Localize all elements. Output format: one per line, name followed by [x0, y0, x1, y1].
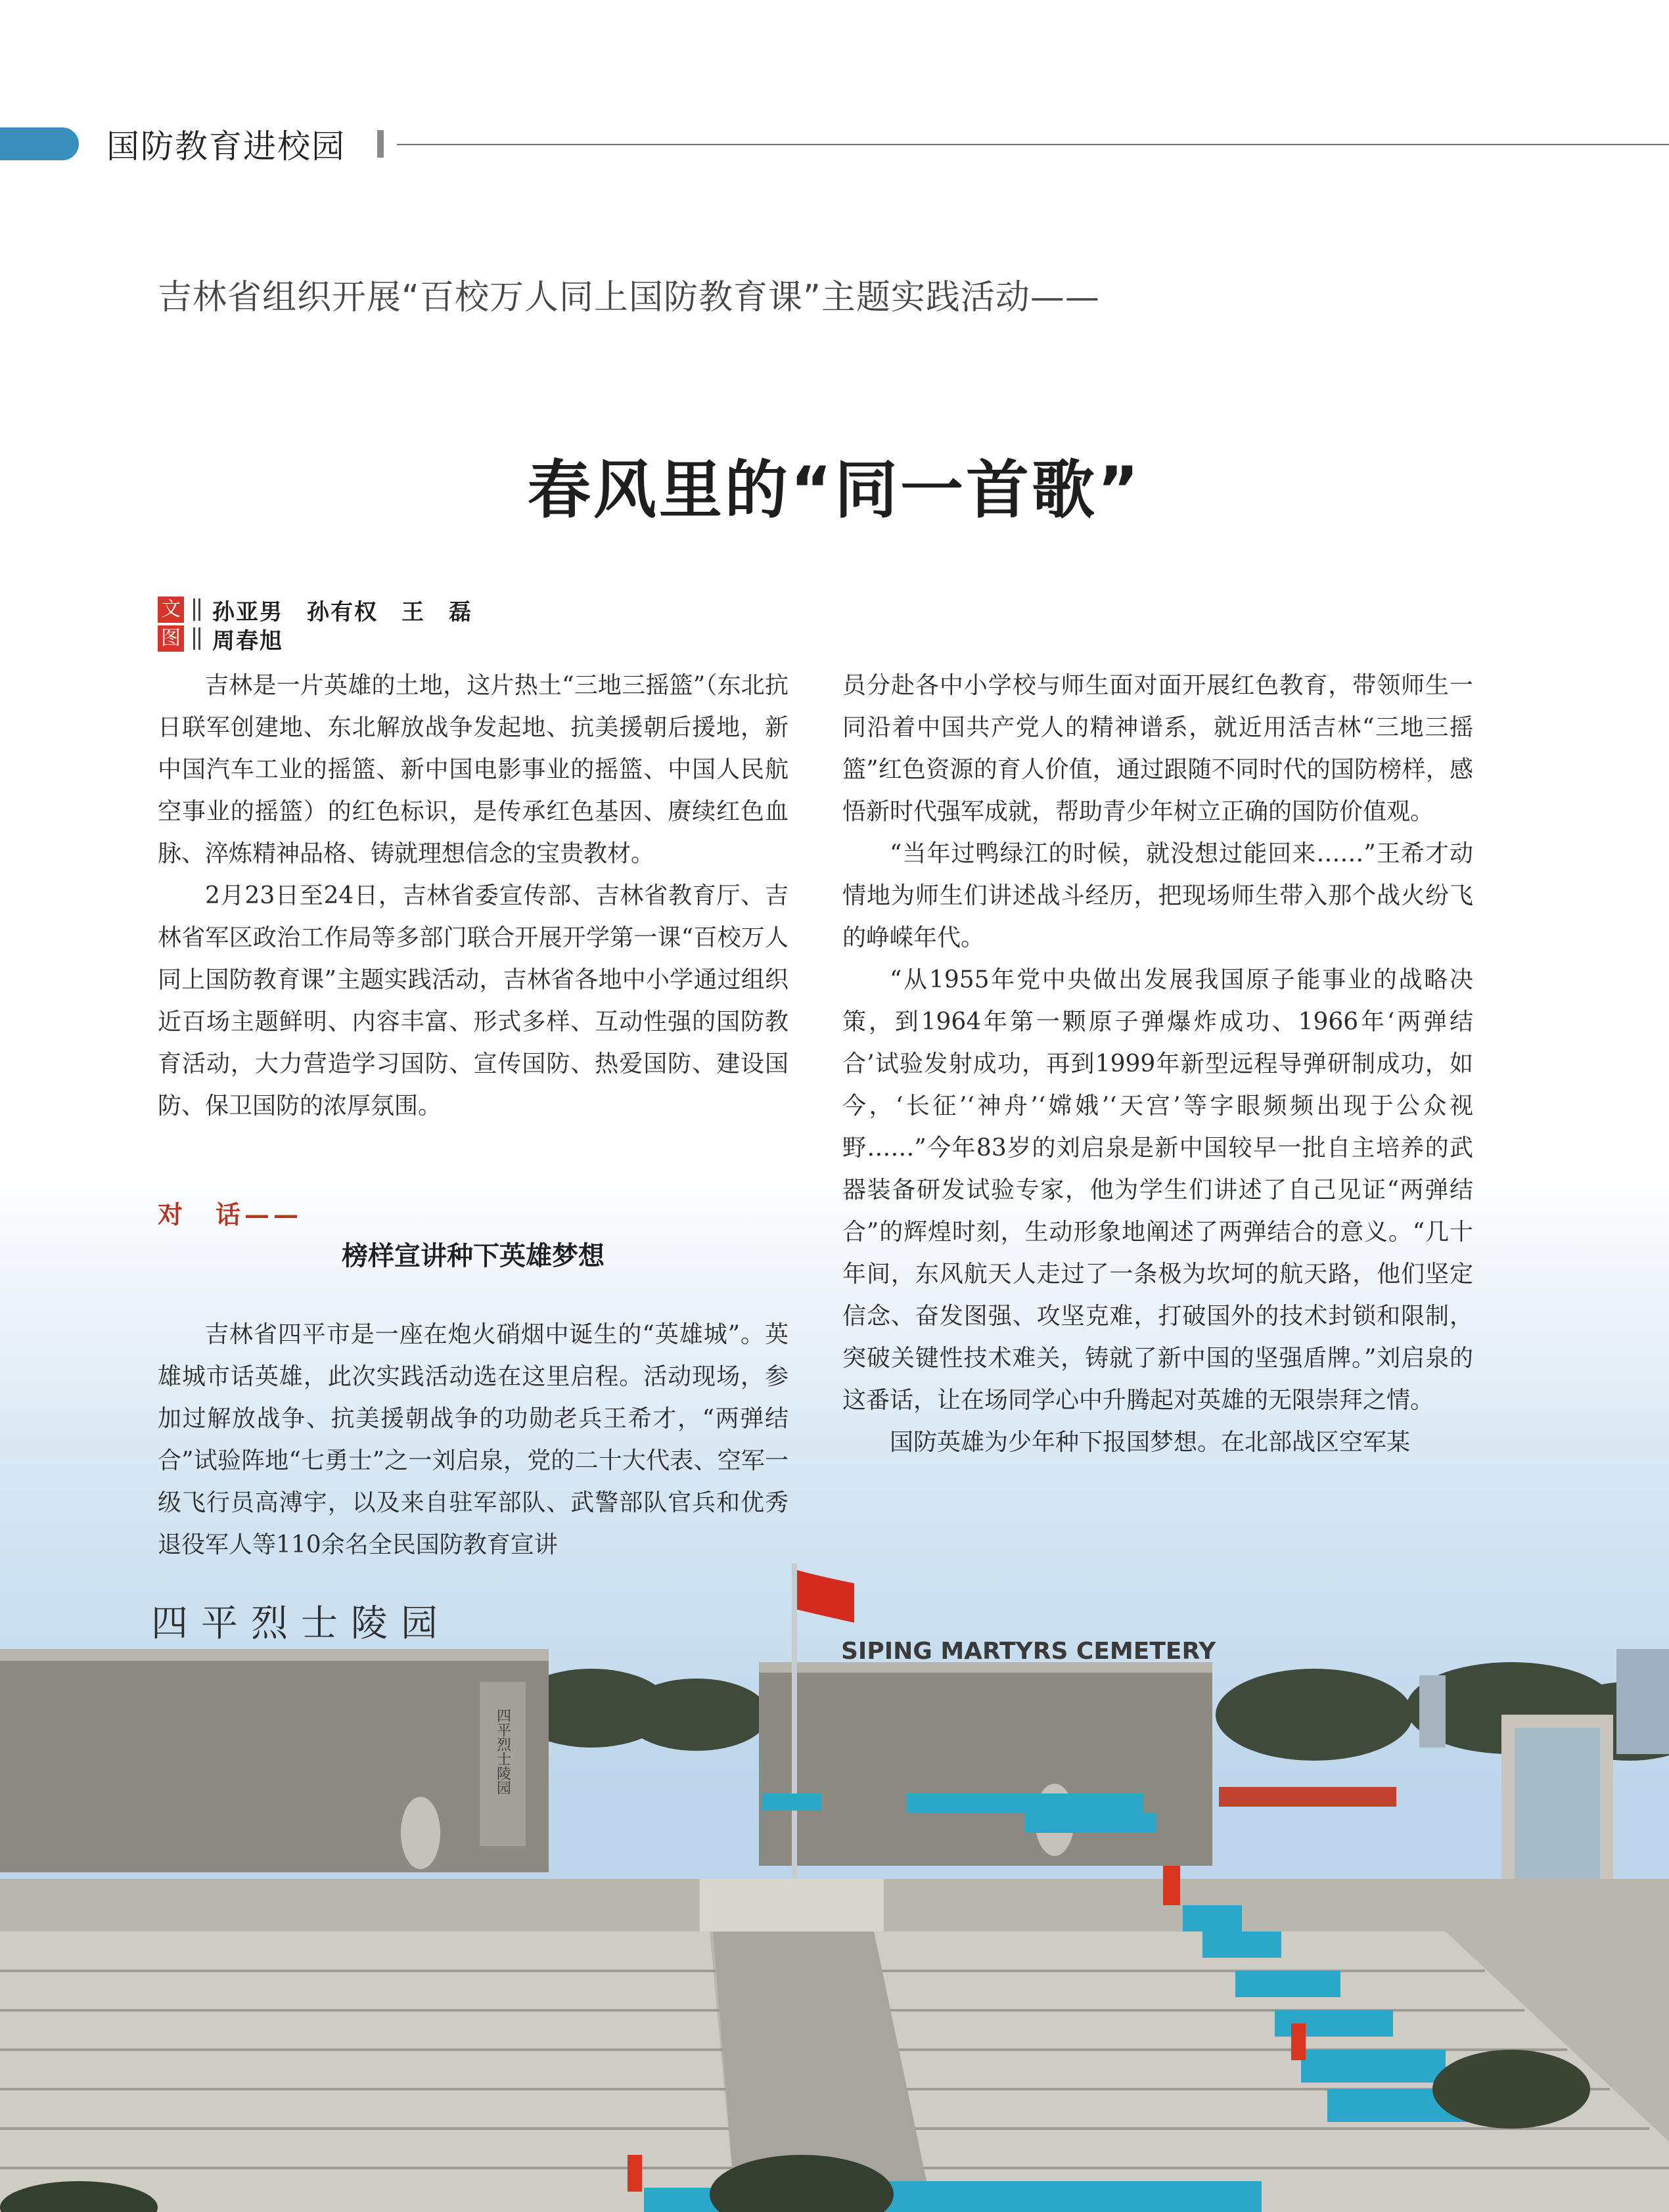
left-column-continued	[158, 1314, 789, 1566]
article-title: 春风里的“同一首歌”	[527, 453, 1142, 527]
body-paragraph: 员分赴各中小学校与师生面对面开展红色教育，带领师生一同沿着中国共产党人的精神谱系，就近用活吉林“三地三摇篮”红色资源的育人价值，通过跟随不同时代的国防榜样，感悟新时代强军成就，帮助青少年树立正确的国防价值观。	[842, 672, 1473, 825]
section-title: 国防教育进校园	[106, 127, 346, 166]
body-paragraph: “当年过鸭绿江的时候，就没想过能回来……”王希才动情地为师生们讲述战斗经历，把现场师生带入那个战火纷飞的峥嵘年代。	[842, 840, 1473, 951]
header-rule	[397, 144, 1669, 145]
section-label: 对 话——	[158, 1200, 303, 1229]
header-tab	[0, 127, 79, 160]
section-subtitle: 榜样宣讲种下英雄梦想	[342, 1241, 605, 1271]
byline-text-authors: 孙亚男 孙有权 王 磊	[212, 598, 472, 625]
flagpole	[792, 1564, 797, 1931]
body-paragraph: 吉林省四平市是一座在炮火硝烟中诞生的“英雄城”。英雄城市话英雄，此次实践活动选在这里启程。活动现场，参加过解放战争、抗美援朝战争的功勋老兵王希才，“两弹结合”试验阵地“七勇士”之一刘启泉，党的二十大代表、空军一级飞行员高溥宇，以及来自驻军部队、武警部队官兵和优秀退役军人等110余名全民国防教育宣讲	[158, 1321, 789, 1558]
byline-text	[158, 597, 472, 623]
left-gate-sign: 四平烈士陵园	[151, 1602, 451, 1645]
byline-text-tag: 文	[158, 597, 184, 623]
cemetery-photo	[0, 1511, 1669, 2212]
byline-divider	[198, 627, 200, 650]
byline-divider	[193, 598, 195, 621]
flag	[797, 1570, 854, 1623]
body-paragraph: “从1955年党中央做出发展我国原子能事业的战略决策，到1964年第一颗原子弹爆炸成功、1966年‘两弹结合’试验发射成功，再到1999年新型远程导弹研制成功，如今，‘长征’‘神舟’‘嫦娥’‘天宫’等字眼频频出现于公众视野……”今年83岁的刘启泉是新中国较早一批自主培养的武器装备研发试验专家，他为学生们讲述了自己见证“两弹结合”的辉煌时刻，生动形象地阐述了两弹结合的意义。“几十年间，东风航天人走过了一条极为坎坷的航天路，他们坚定信念、奋发图强、攻坚克难，打破国外的技术封锁和限制，突破关键性技术难关，铸就了新中国的坚强盾牌。”刘启泉的这番话，让在场同学心中升腾起对英雄的无限崇拜之情。	[842, 966, 1473, 1414]
left-gate	[0, 1602, 549, 1872]
byline-photo-authors: 周春旭	[212, 627, 283, 654]
byline-divider	[198, 598, 200, 621]
byline-photo	[158, 625, 283, 652]
right-column	[842, 665, 1473, 1464]
header-mark	[377, 130, 384, 158]
byline-divider	[193, 627, 195, 650]
body-paragraph: 吉林是一片英雄的土地，这片热土“三地三摇篮”（东北抗日联军创建地、东北解放战争发起地、抗美援朝后援地，新中国汽车工业的摇篮、新中国电影事业的摇篮、中国人民航空事业的摇篮）的红色标识，是传承红色基因、赓续红色血脉、淬炼精神品格、铸就理想信念的宝贵教材。	[158, 672, 789, 867]
body-paragraph: 2月23日至24日，吉林省委宣传部、吉林省教育厅、吉林省军区政治工作局等多部门联合开展开学第一课“百校万人同上国防教育课”主题实践活动，吉林省各地中小学通过组织近百场主题鲜明、内容丰富、形式多样、互动性强的国防教育活动，大力营造学习国防、宣传国防、热爱国防、建设国防、保卫国防的浓厚氛围。	[158, 882, 789, 1119]
body-paragraph: 国防英雄为少年种下报国梦想。在北部战区空军某	[890, 1429, 1411, 1456]
right-gate-sign: SIPING MARTYRS CEMETERY	[841, 1638, 1216, 1665]
pillar-sign: 四平烈士陵园	[494, 1708, 511, 1795]
article-kicker: 吉林省组织开展“百校万人同上国防教育课”主题实践活动——	[158, 278, 1100, 317]
byline-photo-tag: 图	[158, 625, 184, 652]
left-column	[158, 665, 789, 1127]
